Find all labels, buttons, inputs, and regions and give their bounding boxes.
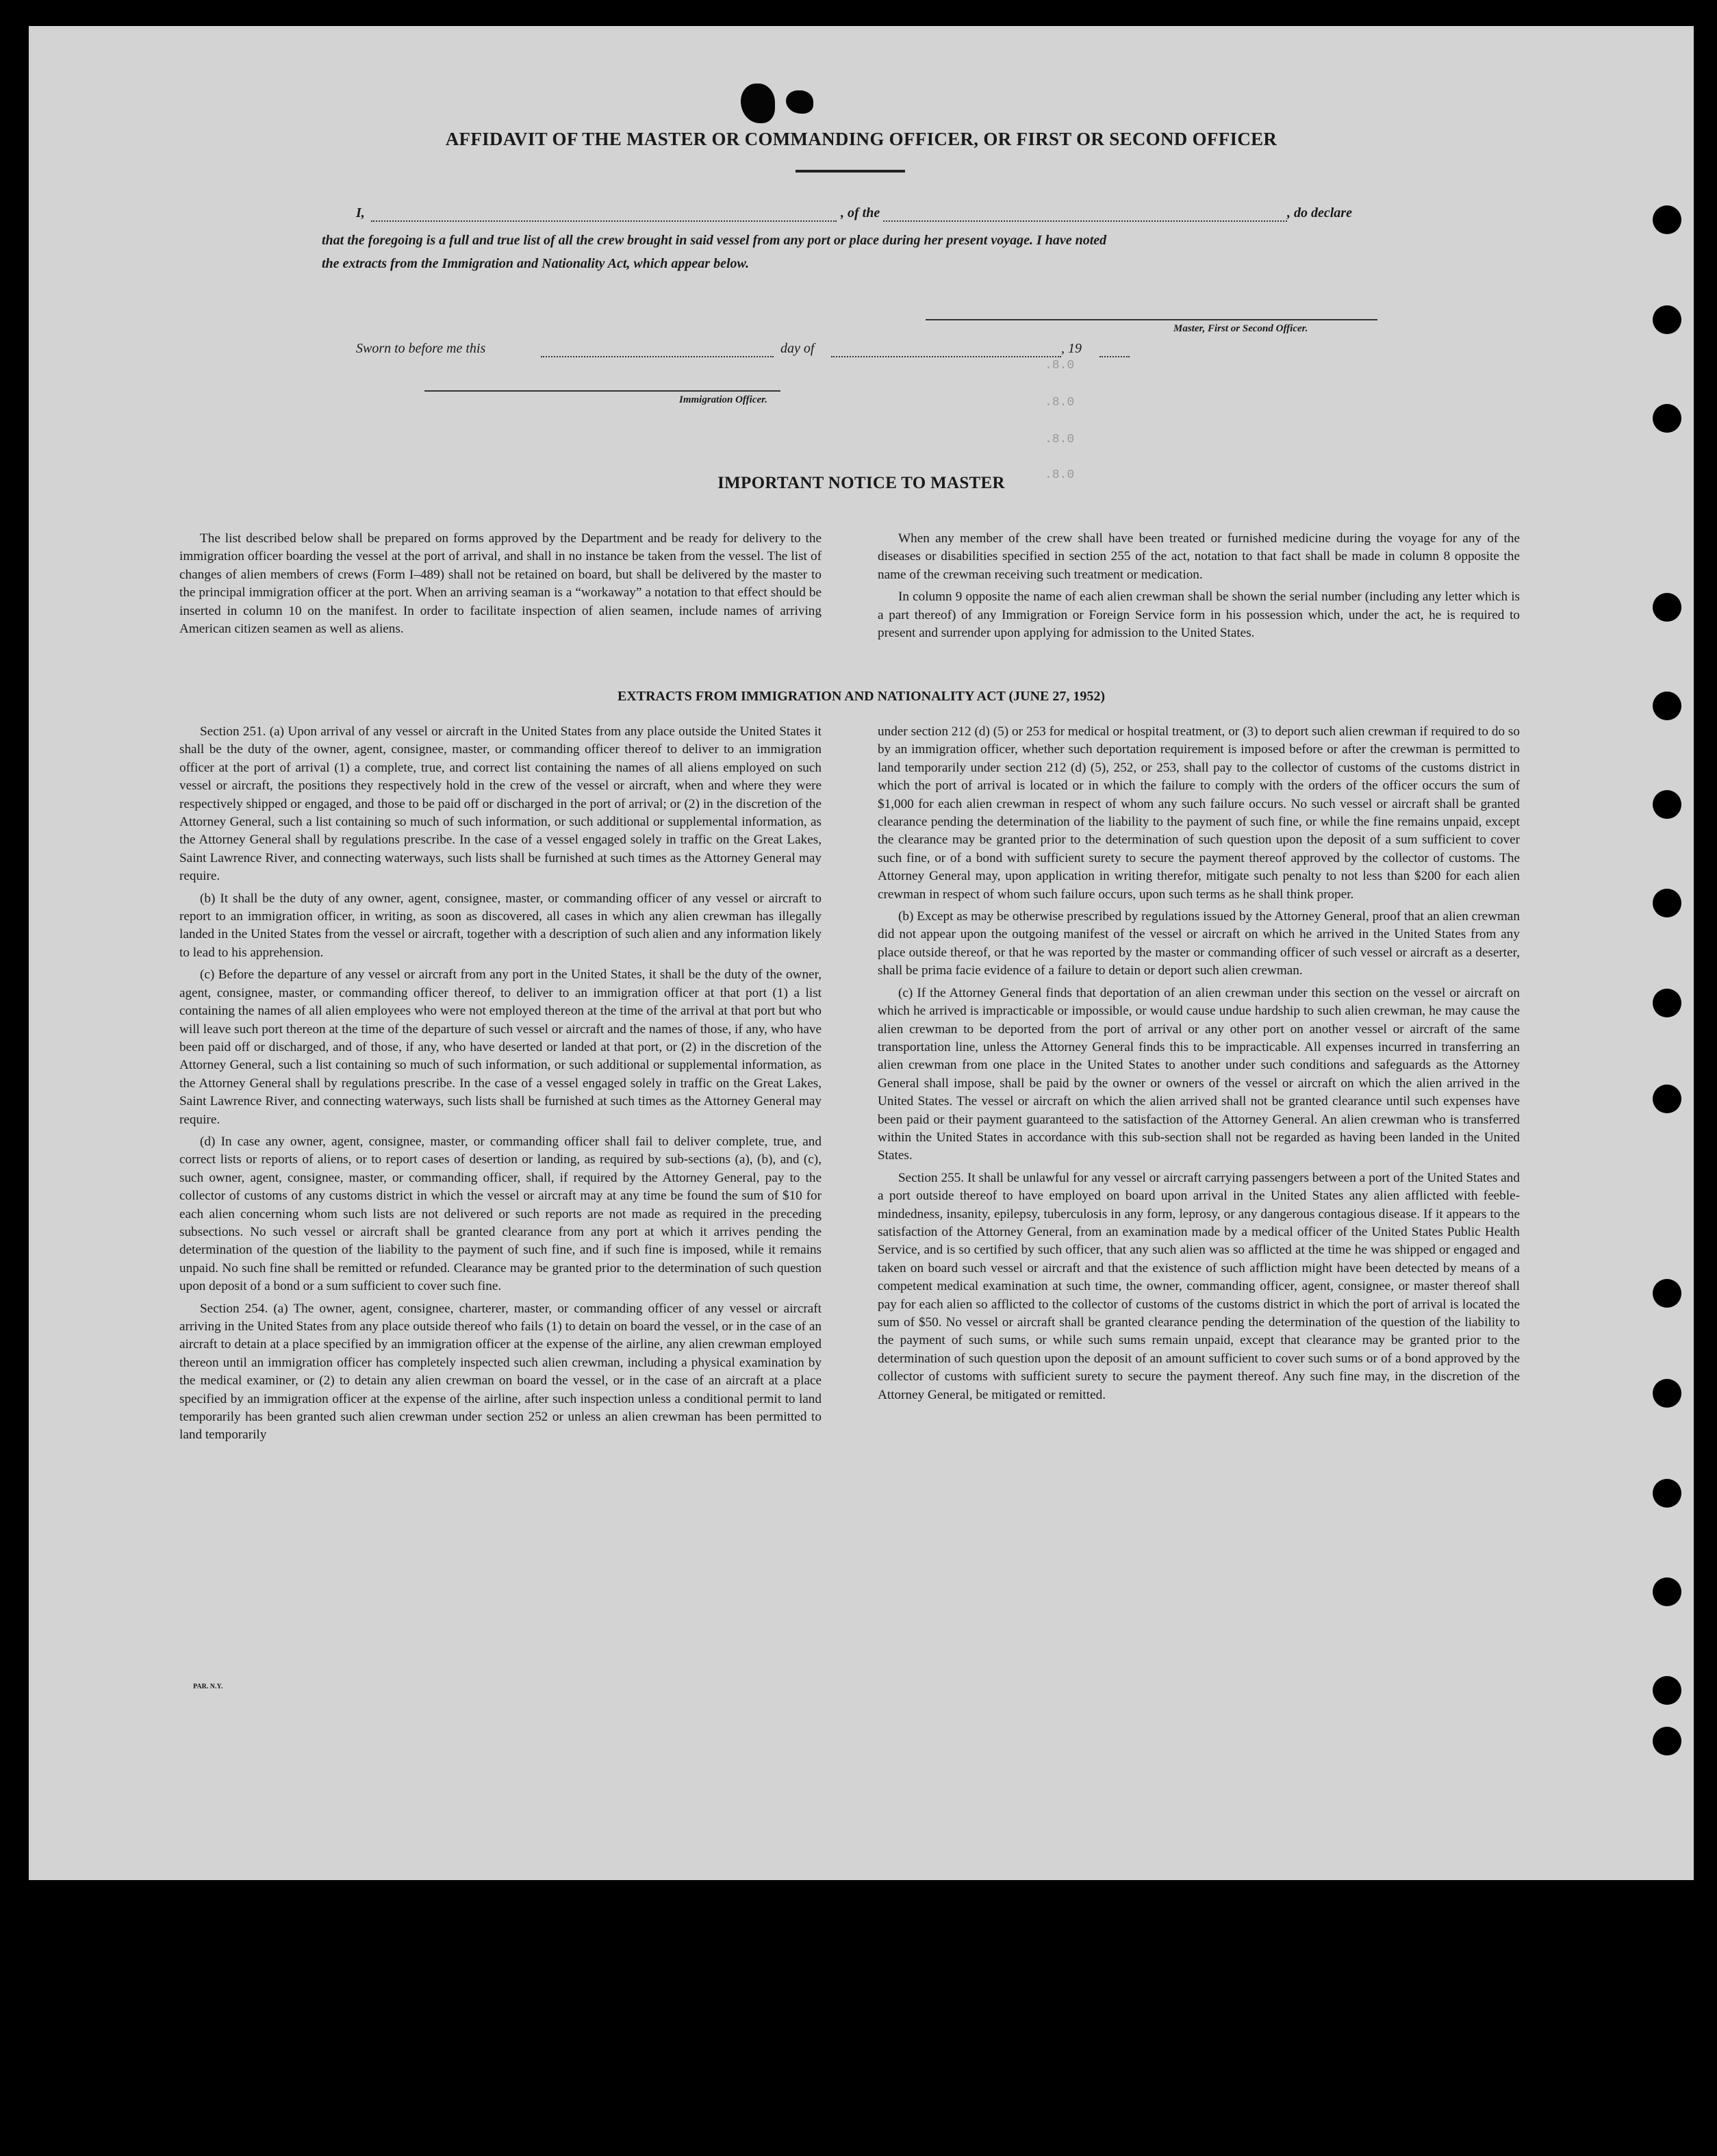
punch-hole: [1653, 889, 1681, 917]
left-section-251a: Section 251. (a) Upon arrival of any vessel or aircraft in the United States from any place outside the United States it shall be the duty of the owner, agent, consignee, master, or commanding officer thereof to deliver to an immigration officer at the port of arrival (1) a complete, true, and correct list containing the names of all aliens employed on such vessel or aircraft, the positions they respectively hold in the crew of the vessel or aircraft, when and where they were respectively shipped or engaged, and those to be paid off or discharged in the port of arrival; or (2) in the discretion of the Attorney General, such a list containing so much of such information, or such additional or supplemental information, as the Attorney General shall by regulations prescribe. In the case of a vessel engaged solely in traffic on the Great Lakes, Saint Lawrence River, and connecting waterways, such lists shall be furnished at such times as the Attorney General may require.: [179, 724, 822, 884]
vessel-field-line[interactable]: [883, 220, 1287, 222]
punch-hole: [1653, 1085, 1681, 1113]
left-section-251b: (b) It shall be the duty of any owner, agent, consignee, master, or commanding officer of any vessel or aircraft to report to an immigration officer, in writing, as soon as discovered, all cases in which any alien crewman has illegally landed in the United States from the vessel or aircraft, together with a description of such alien and any information likely to lead to his apprehension.: [179, 891, 822, 960]
affidavit-title: AFFIDAVIT OF THE MASTER OR COMMANDING OFFICER, OR FIRST OR SECOND OFFICER: [445, 129, 1277, 149]
right-section-255: Section 255. It shall be unlawful for any vessel or aircraft carrying passengers between a port of the United States and a port outside thereof to have employed on board upon arrival in the United States any alien afflicted with feeble-mindedness, insanity, epilepsy, tuberculosis in any form, leprosy, or any dangerous contagious disease. If it appears to the satisfaction of the Attorney General, from an examination made by a medical officer of the United States Public Health Service, and is so certified by such officer, that any such alien was so afflicted at the time he was shipped or engaged and taken on board such vessel or aircraft and that the existence of such affliction might have been detected by means of a competent medical examination at such time, the owner, commanding officer, agent, consignee, or master thereof shall pay for each alien so afflicted to the collector of customs of the customs district in which the port of arrival is located the sum of $50. No vessel or aircraft shall be granted clearance pending the determination of the question of the liability to the payment of such sums, or while such sums remain unpaid, except that clearance may be granted prior to the determination of such question upon the deposit of an amount sufficient to cover such sums or of a bond approved by the collector of customs with sufficient surety to secure the payment thereof. Any such fine may, in the discretion of the Attorney General, be mitigated or remitted.: [878, 1170, 1520, 1402]
name-field-line[interactable]: [371, 220, 837, 222]
notice-right-paragraph-1: When any member of the crew shall have been treated or furnished medicine during the voyage for any of the diseases or disabilities specified in section 255 of the act, notation to that fact shall be made in column 8 opposite the name of the crewman receiving such treatment or medication.: [878, 531, 1520, 582]
bleed-through-mark: .8.0: [1045, 433, 1075, 446]
year-label: , 19: [1061, 341, 1082, 356]
i-label: I,: [356, 205, 365, 220]
sworn-month-field-line[interactable]: [831, 356, 1061, 357]
right-section-254c: (c) If the Attorney General finds that deportation of an alien crewman under this section on the vessel or aircraft on which he arrived is impracticable or impossible, or would cause undue hardship to such alien crewman, he may cause the alien crewman to be deported from the port of arrival or any other port on another vessel or aircraft of the same transportation line, unless the Attorney General finds this to be impracticable. All expenses incurred in transferring an alien crewman from one place in the United States to another under such conditions and safeguards as the Attorney General shall impose, shall be paid by the owner or owners of the vessel or aircraft on which the alien arrived in the United States. The vessel or aircraft on which the alien arrived shall not be granted clearance until such expenses have been paid or their payment guaranteed to the satisfaction of the Attorney General. An alien crewman who is transferred within the United States in accordance with this sub-section shall not be regarded as having been landed in the United States.: [878, 985, 1520, 1163]
master-signature-line[interactable]: [926, 319, 1377, 320]
extracts-heading: EXTRACTS FROM IMMIGRATION AND NATIONALITY ACT (JUNE 27, 1952): [617, 689, 1106, 704]
punch-hole: [1653, 305, 1681, 334]
sworn-day-field-line[interactable]: [541, 356, 774, 357]
title-rule: [796, 170, 905, 173]
do-declare-label: , do declare: [1287, 205, 1352, 220]
day-of-label: day of: [780, 341, 815, 356]
notice-right-column: [878, 530, 1520, 646]
sworn-label: Sworn to before me this: [356, 341, 486, 356]
punch-hole: [1653, 790, 1681, 819]
punch-hole: [1653, 593, 1681, 622]
punch-hole: [1653, 1727, 1681, 1755]
punch-hole: [1653, 1479, 1681, 1508]
bleed-through-mark: .8.0: [1045, 396, 1075, 409]
punch-hole: [1653, 1577, 1681, 1606]
year-field-line[interactable]: [1099, 356, 1130, 357]
ink-blot: [786, 90, 813, 114]
declaration-line-2: the extracts from the Immigration and Nationality Act, which appear below.: [322, 256, 750, 271]
punch-hole: [1653, 205, 1681, 234]
immigration-officer-label: Immigration Officer.: [679, 394, 767, 405]
left-section-254a: Section 254. (a) The owner, agent, consignee, charterer, master, or commanding officer of any vessel or aircraft arriving in the United States from any place outside thereof who fails (1) to detain on board the vessel, or in the case of an aircraft to detain at a place specified by an immigration officer at the expense of the airline, any alien crewman employed thereon until an immigration officer has completely inspected such alien crewman, including a physical examination by the medical examiner, or (2) to detain any alien crewman on board the vessel, or in the case of an aircraft at a place specified by an immigration officer at the expense of the airline, after such inspection unless a conditional permit to land temporarily has been granted such alien crewman under section 252 or unless an alien crewman has been permitted to land temporarily: [179, 1301, 822, 1443]
punch-hole: [1653, 989, 1681, 1017]
punch-hole: [1653, 1279, 1681, 1308]
notice-right-paragraph-2: In column 9 opposite the name of each alien crewman shall be shown the serial number (including any letter which is a part thereof) of any Immigration or Foreign Service form in his possession which, under the act, he is required to present and surrender upon applying for admission to the United States.: [878, 589, 1520, 641]
notice-left-column: [179, 530, 822, 642]
punch-hole: [1653, 404, 1681, 433]
right-section-254b: (b) Except as may be otherwise prescribed by regulations issued by the Attorney General, proof that an alien crewman did not appear upon the outgoing manifest of the vessel or aircraft on which he arrived in the United States from any place outside thereof, or that he was reported by the master or commanding officer of such vessel or aircraft as a deserter, shall be prima facie evidence of a failure to detain or deport such alien crewman.: [878, 909, 1520, 978]
document-page: [29, 26, 1694, 1880]
extracts-left-column: [179, 723, 822, 1449]
bleed-through-mark: .8.0: [1045, 468, 1075, 482]
ink-blot: [741, 84, 775, 123]
printer-mark: PAR. N.Y.: [193, 1683, 223, 1690]
declaration-line-1: that the foregoing is a full and true list of all the crew brought in said vessel from any port or place during her present voyage. I have noted: [322, 233, 1107, 248]
right-section-254a-cont: under section 212 (d) (5) or 253 for medical or hospital treatment, or (3) to deport such alien crewman if required to do so by an immigration officer, whether such deportation requirement is imposed before or after the crewman is permitted to land temporarily under section 212 (d) (5), 252, or 253, shall pay to the collector of customs of the customs district in which the port of arrival is located or in which the failure to comply with the orders of the officer occurs the sum of $1,000 for each alien crewman in respect of whom any such failure occurs. No such vessel or aircraft shall be granted clearance pending the determination of the liability to the payment of such fine, or while the fine remains unpaid, except the clearance may be granted prior to the determination of such question upon the deposit of a sum sufficient to cover such fine, or of a bond with sufficient surety to secure the payment thereof approved by the collector of customs. The Attorney General may, upon application in writing therefor, mitigate such penalty to not less than $200 for each alien crewman in respect of whom such failure occurs, upon such terms as he shall think proper.: [878, 724, 1520, 902]
punch-hole: [1653, 1676, 1681, 1705]
notice-left-paragraph: The list described below shall be prepared on forms approved by the Department and be ready for delivery to the immigration officer boarding the vessel at the port of arrival, and shall in no instance be taken from the vessel. The list of changes of alien members of crews (Form I–489) shall not be retained on board, but shall be delivered by the master to the principal immigration officer at the port. When an arriving seaman is a “workaway” a notation to that effect should be inserted in column 10 on the manifest. In order to facilitate inspection of alien seamen, include names of arriving American citizen seamen as well as aliens.: [179, 531, 822, 637]
notice-title: IMPORTANT NOTICE TO MASTER: [717, 474, 1005, 492]
immigration-officer-line[interactable]: [424, 390, 780, 392]
left-section-251c: (c) Before the departure of any vessel or aircraft from any port in the United States, it shall be the duty of the owner, agent, consignee, master, or commanding officer thereof, to deliver to an immigration officer at that port (1) a list containing the names of all alien employees who were not employed thereon at the time of the arrival at that port but who will leave such port thereon at the time of the departure of such vessel or aircraft and the names of those, if any, who have been paid off or discharged, and of those, if any, who have deserted or landed at that port, or (2) in the discretion of the Attorney General, such a list containing so much of such information, or such additional or supplemental information, as the Attorney General shall by regulations prescribe. In the case of a vessel engaged solely in traffic on the Great Lakes, Saint Lawrence River, and connecting waterways, such lists shall be furnished at such times as the Attorney General may require.: [179, 967, 822, 1127]
of-the-label: , of the: [841, 205, 880, 220]
punch-hole: [1653, 1379, 1681, 1408]
bleed-through-mark: .8.0: [1045, 359, 1075, 372]
left-section-251d: (d) In case any owner, agent, consignee, master, or commanding officer shall fail to deliver complete, true, and correct lists or reports of aliens, or to report cases of desertion or landing, as required by sub-sections (a), (b), and (c), such owner, agent, consignee, master, or commanding officer, shall, if required by the Attorney General, pay to the collector of customs of any customs district in which the vessel or aircraft may at any time be found the sum of $10 for each alien concerning whom such lists are not delivered or such reports are not made as required in the preceding subsections. No such vessel or aircraft shall be granted clearance from any port at which it arrives pending the determination of the question of the liability to the payment of such fine, and if such fine is imposed, while it remains unpaid. No such fine shall be remitted or refunded. Clearance may be granted prior to the determination of such question upon deposit of a bond or a sum sufficient to cover such fine.: [179, 1134, 822, 1294]
master-signature-label: Master, First or Second Officer.: [1173, 323, 1308, 334]
extracts-right-column: [878, 723, 1520, 1408]
